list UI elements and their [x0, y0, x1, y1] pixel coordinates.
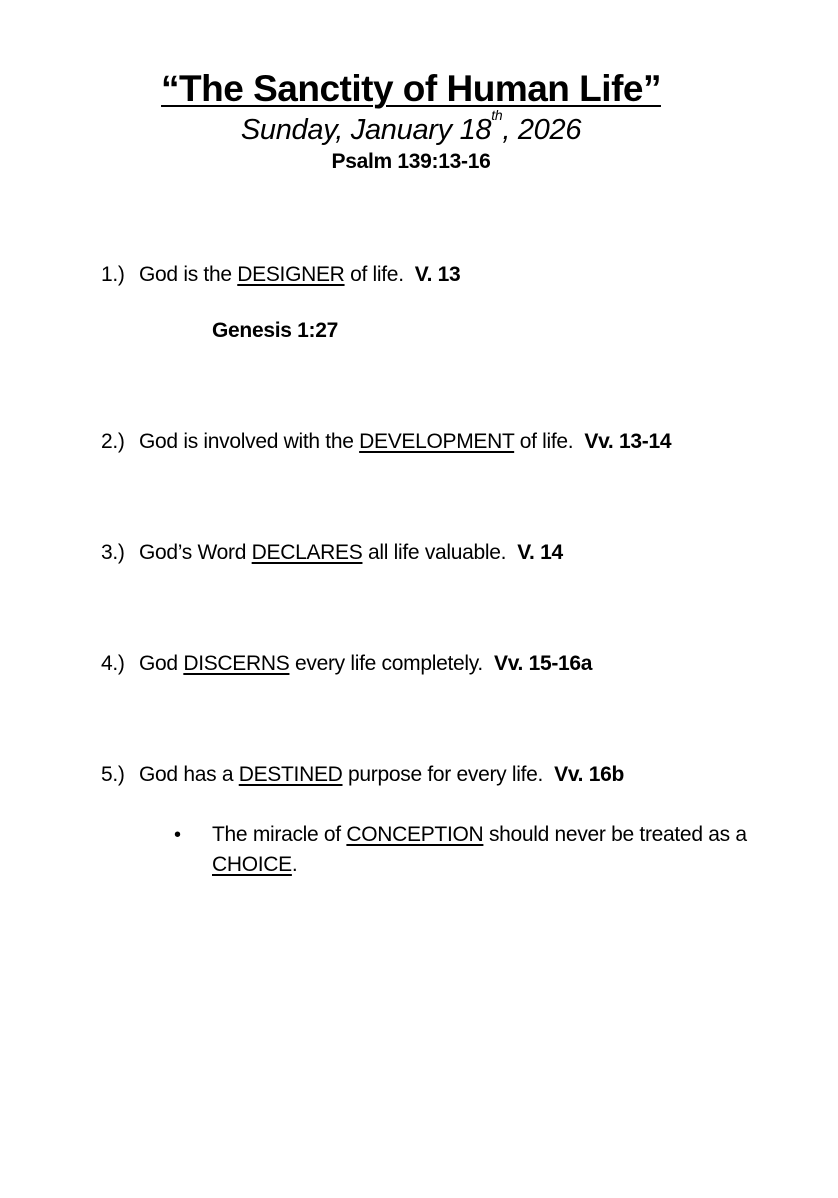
point-number: 3.) — [101, 541, 125, 564]
bullet-item — [174, 820, 754, 880]
bullet-keyword-1: CONCEPTION — [346, 823, 484, 846]
verse-reference: Vv. 16b — [554, 763, 625, 786]
point-1 — [101, 262, 460, 288]
verse-reference: V. 14 — [517, 541, 563, 564]
point-text: God is the — [139, 263, 238, 286]
point-2 — [101, 429, 671, 455]
bullet-text-start: The miracle of — [212, 823, 347, 846]
point-number: 2.) — [101, 430, 125, 453]
point-text: God has a — [139, 763, 239, 786]
point-keyword: DISCERNS — [183, 652, 290, 675]
point-keyword: DECLARES — [251, 541, 363, 564]
point-number: 4.) — [101, 652, 125, 675]
point-keyword: DEVELOPMENT — [359, 430, 515, 453]
bullet-icon: • — [174, 824, 181, 846]
scripture-reference: Psalm 139:13-16 — [331, 150, 491, 173]
point-keyword: DESIGNER — [237, 263, 345, 286]
sermon-title — [0, 66, 822, 112]
point-text-end: all life valuable. — [362, 541, 518, 564]
sermon-title-text: “The Sanctity of Human Life” — [161, 68, 661, 109]
point-4 — [101, 651, 592, 677]
point-number: 1.) — [101, 263, 125, 286]
point-5 — [101, 762, 624, 788]
point-text-end: every life completely. — [289, 652, 494, 675]
point-text-end: of life. — [344, 263, 415, 286]
point-text: God — [139, 652, 184, 675]
point-text-end: purpose for every life. — [342, 763, 555, 786]
point-number: 5.) — [101, 763, 125, 786]
bullet-text-middle: should never be treated as a — [483, 823, 747, 846]
point-3 — [101, 540, 563, 566]
point-text-end: of life. — [514, 430, 585, 453]
bullet-text-end: . — [291, 853, 298, 876]
sermon-date — [0, 107, 822, 148]
date-ordinal: th — [491, 107, 503, 123]
verse-reference: V. 13 — [414, 263, 461, 286]
bullet-text — [212, 820, 754, 880]
bullet-keyword-2: CHOICE — [212, 853, 292, 876]
date-text: Sunday, January 18 — [240, 114, 492, 146]
point-text: God’s Word — [139, 541, 252, 564]
verse-reference: Vv. 15-16a — [493, 652, 593, 675]
date-year: , 2026 — [502, 114, 582, 146]
cross-reference: Genesis 1:27 — [212, 319, 338, 342]
point-text: God is involved with the — [139, 430, 360, 453]
point-keyword: DESTINED — [238, 763, 343, 786]
verse-reference: Vv. 13-14 — [584, 430, 672, 453]
